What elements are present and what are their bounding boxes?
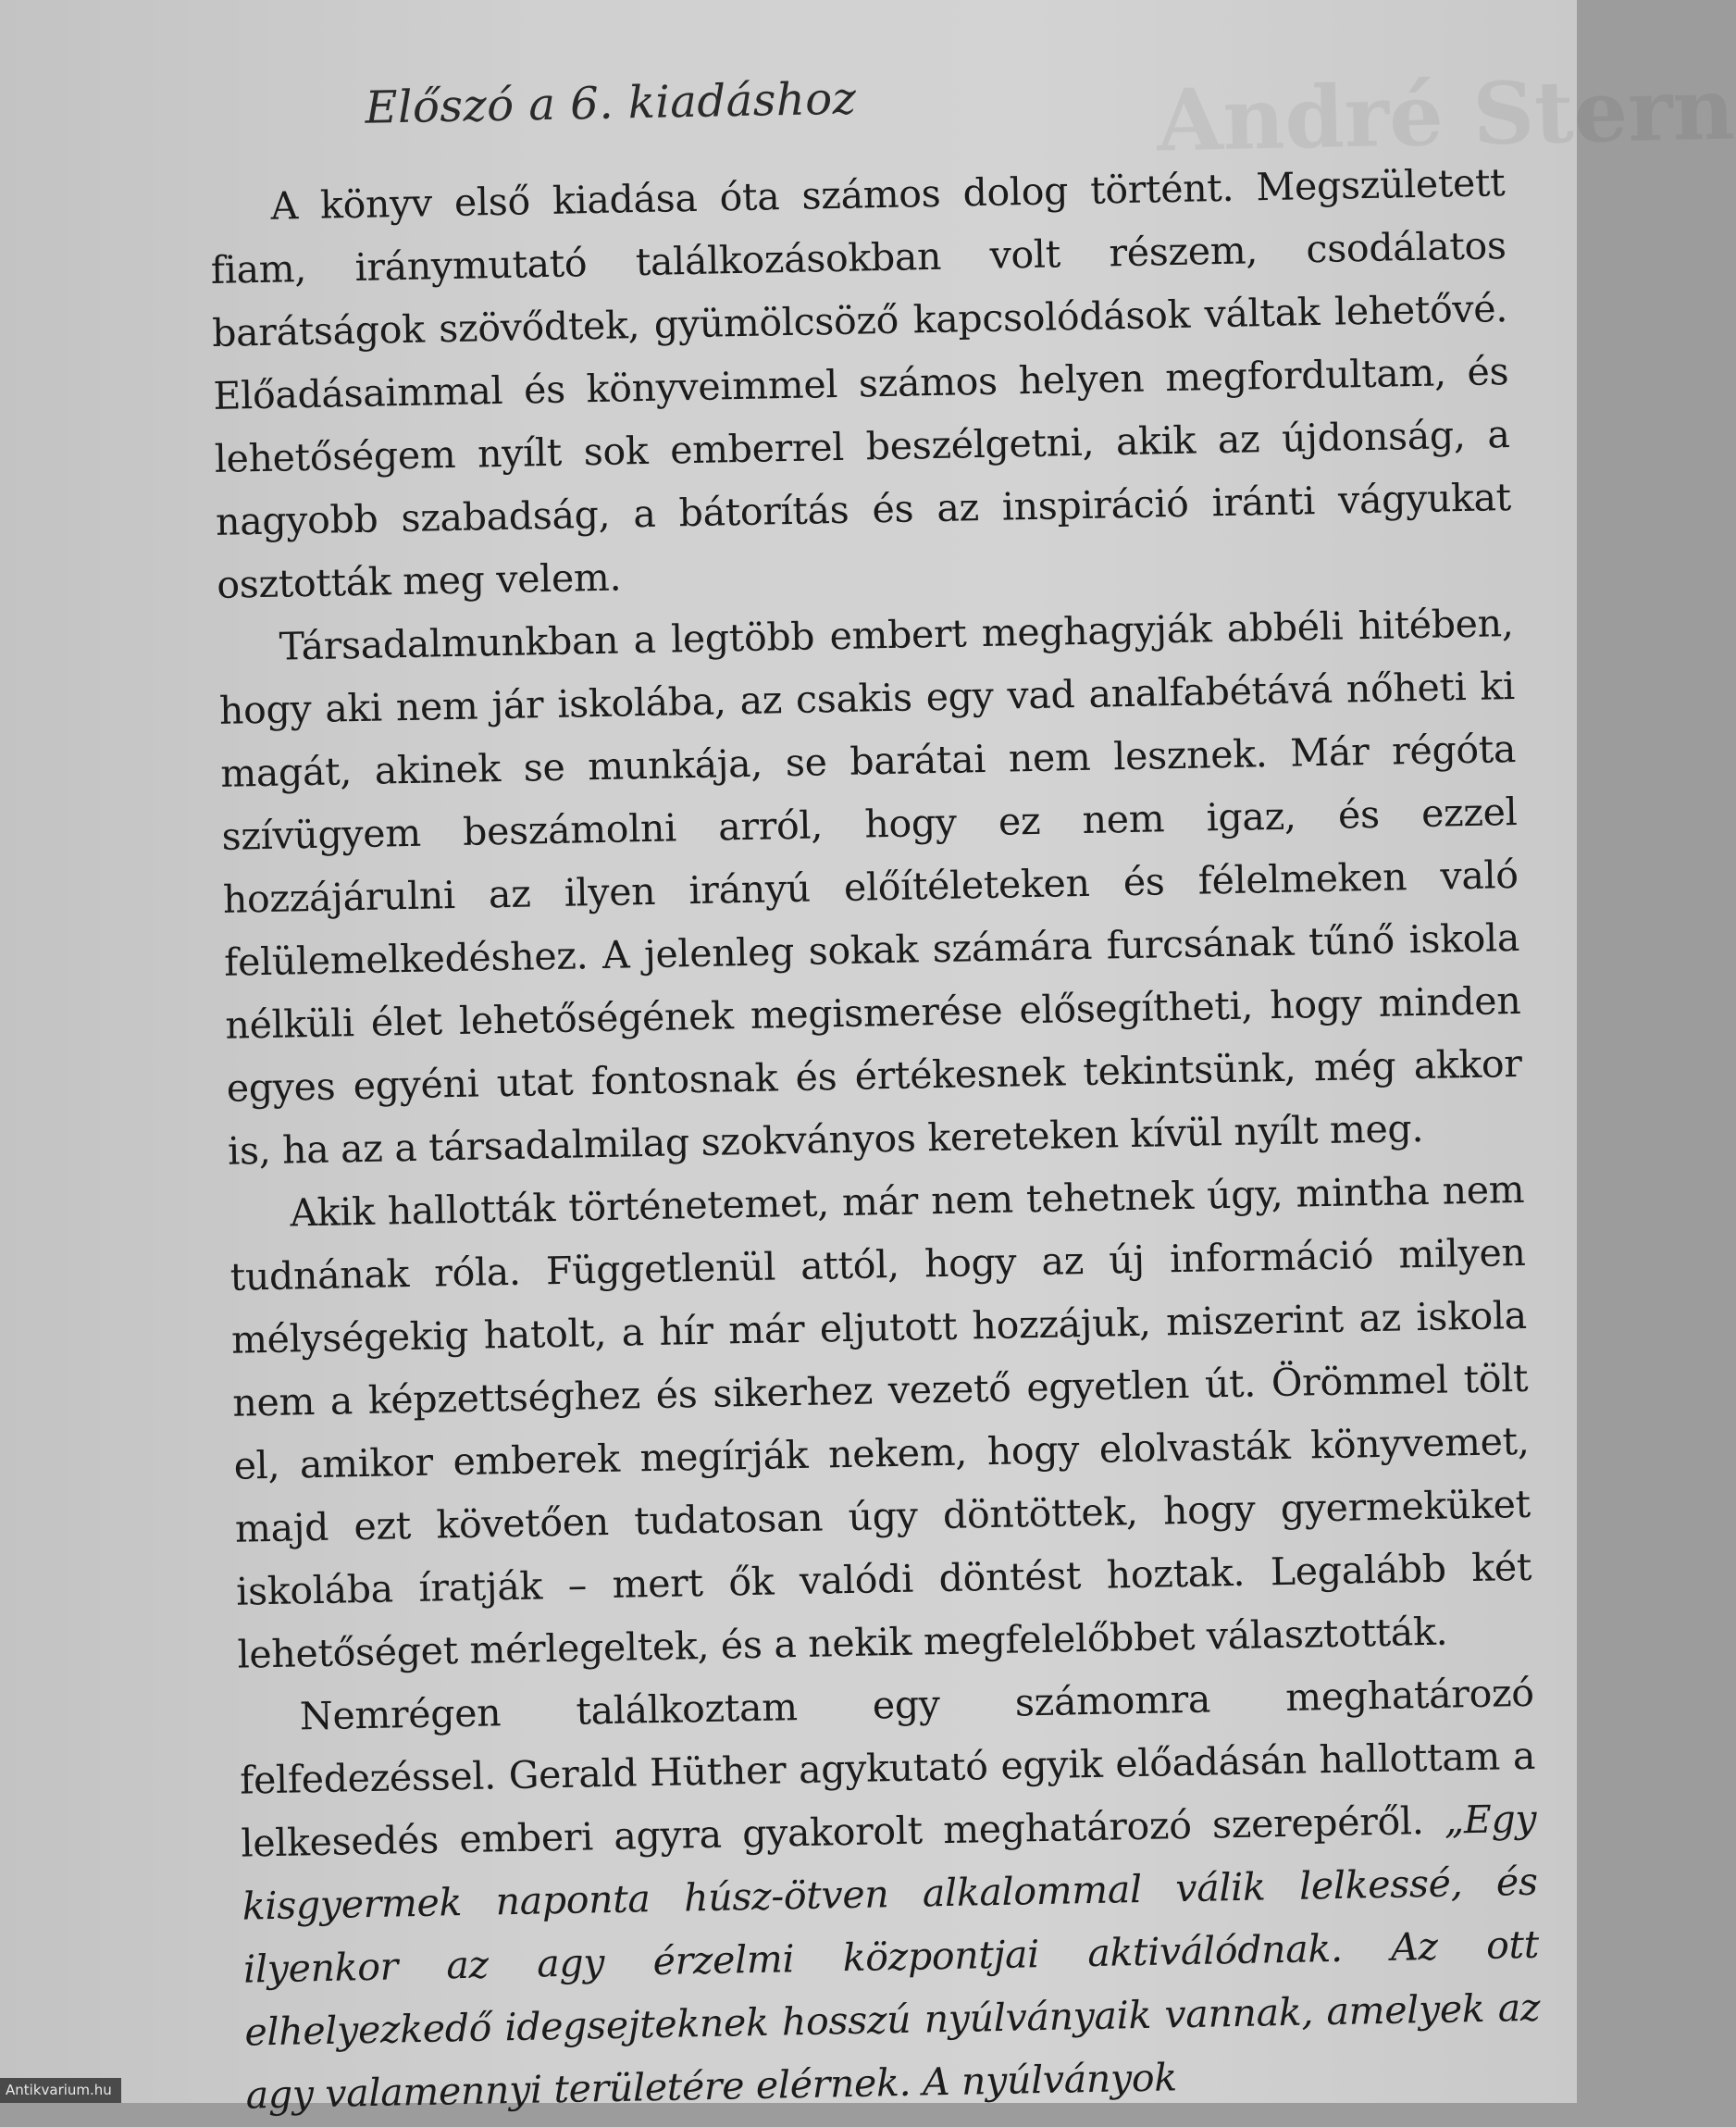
paragraph-4-text: Nemrégen találkoztam egy számomra meghatározó felfedezéssel. Gerald Hüther agykutató egyik előadásán hallottam a lelkesedés emberi agyra gyakorolt meghatározó szerepéről. [239, 1670, 1536, 1866]
paragraph-3: Akik hallották történetemet, már nem tehetnek úgy, mintha nem tudnának róla. Függetlenül attól, hogy az új információ milyen mélységekig hatolt, a hír már eljutott hozzájuk, miszerint az iskola nem a képzettséghez és sikerhez vezető egyetlen út. Örömmel tölt el, amikor emberek megírják nekem, hogy elolvasták könyvemet, majd ezt követően tudatosan úgy döntöttek, hogy gyermeküket iskolába íratják – mert ők valódi döntést hoztak. Legalább két lehetőséget mérlegeltek, és a nekik megfelelőbbet választották. [229, 1166, 1532, 1677]
quote-text: „Egy kisgyermek naponta húsz-ötven alkalommal válik lelkessé, és ilyenkor az agy érzelmi központjai aktiválódnak. Az ott elhelyezkedő idegsejteknek hosszú nyúlványaik vannak, amelyek az agy valamennyi területére elérnek. A nyúlványok [242, 1796, 1541, 2118]
chapter-title: Előszó a 6. kiadáshoz [365, 72, 857, 134]
paragraph-1: A könyv első kiadása óta számos dolog történt. Megszületett fiam, iránymutató találkozásokban volt részem, csodálatos barátságok szövődtek, gyümölcsöző kapcsolódások váltak lehetővé. Előadásaimmal és könyveimmel számos helyen megfordultam, és lehetőségem nyílt sok emberrel beszélgetni, akik az újdonság, a nagyobb szabadság, a bátorítás és az inspiráció iránti vágyukat osztották meg velem. [210, 160, 1512, 607]
paragraph-4 [238, 1661, 1542, 2127]
watermark-label: Antikvarium.hu [0, 2078, 121, 2103]
paragraph-2: Társadalmunkban a legtöbb embert meghagyják abbéli hitében, hogy aki nem jár iskolába, az csakis egy vad analfabétává nőheti ki magát, akinek se munkája, se barátai nem lesznek. Már régóta szívügyem beszámolni arról, hogy ez nem igaz, és ezzel hozzájárulni az ilyen irányú előítéleteken és félelmeken való felülemelkedéshez. A jelenleg sokak számára furcsának tűnő iskola nélküli élet lehetőségének megismerése elősegítheti, hogy minden egyes egyéni utat fontosnak és értékesnek tekintsünk, még akkor is, ha az a társadalmilag szokványos kereteken kívül nyílt meg. [218, 601, 1523, 1174]
text-block [207, 58, 1542, 2126]
show-through-text: André Stern [1155, 58, 1736, 171]
